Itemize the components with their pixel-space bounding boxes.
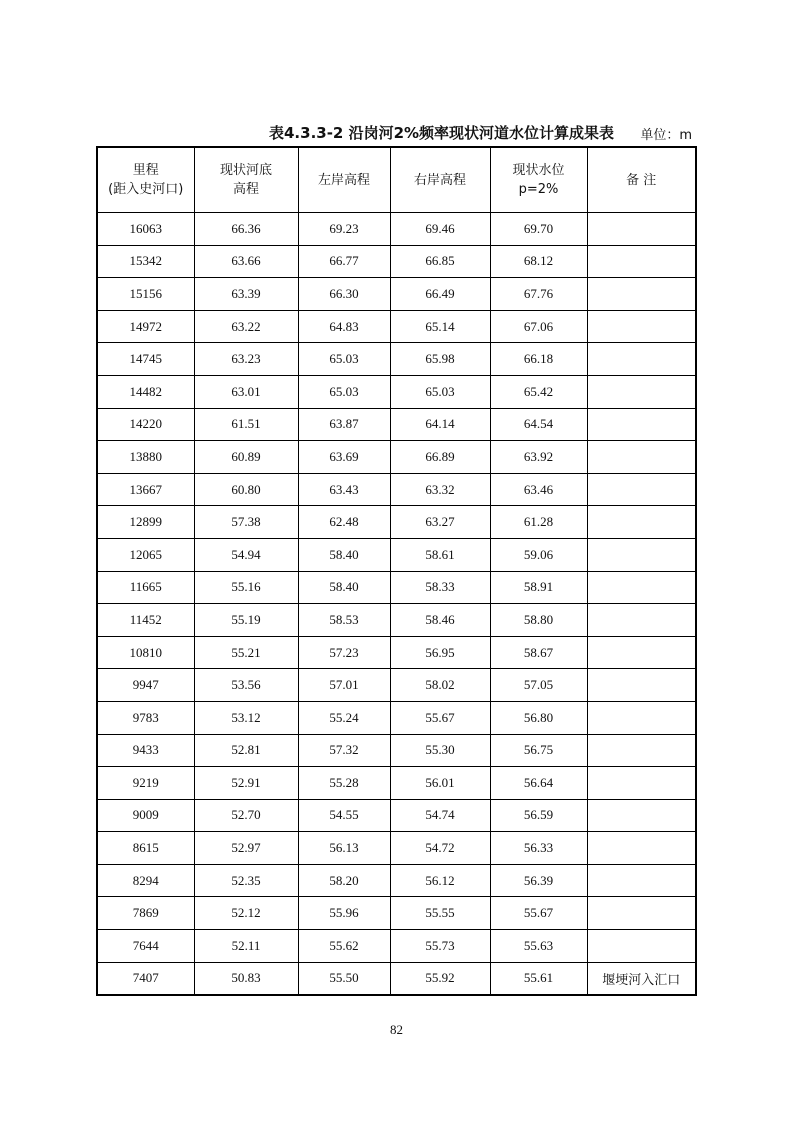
left-bank-cell: 58.20 — [298, 864, 390, 897]
left-bank-cell: 62.48 — [298, 506, 390, 539]
riverbed-cell: 63.01 — [194, 375, 298, 408]
right-bank-cell: 55.30 — [390, 734, 490, 767]
water-level-cell: 57.05 — [490, 669, 587, 702]
water-level-cell: 55.61 — [490, 962, 587, 995]
table-row — [97, 506, 696, 539]
water-level-cell: 67.06 — [490, 310, 587, 343]
left-bank-cell: 65.03 — [298, 375, 390, 408]
remarks-cell — [587, 832, 696, 865]
header-water-level-line2: p=2% — [518, 182, 559, 197]
mileage-cell: 8615 — [97, 832, 194, 865]
riverbed-cell: 63.22 — [194, 310, 298, 343]
riverbed-cell: 55.19 — [194, 604, 298, 637]
table-row — [97, 864, 696, 897]
table-caption — [96, 122, 694, 144]
remarks-cell — [587, 799, 696, 832]
header-left-bank-line1: 左岸高程 — [317, 172, 370, 188]
right-bank-cell: 64.14 — [390, 408, 490, 441]
riverbed-cell: 52.35 — [194, 864, 298, 897]
right-bank-cell: 58.02 — [390, 669, 490, 702]
table-row — [97, 832, 696, 865]
water-level-cell: 67.76 — [490, 278, 587, 311]
table-row — [97, 701, 696, 734]
remarks-cell: 堰埂河入汇口 — [587, 962, 696, 995]
header-left-bank — [298, 147, 390, 213]
riverbed-cell: 55.21 — [194, 636, 298, 669]
mileage-cell: 15156 — [97, 278, 194, 311]
mileage-cell: 14745 — [97, 343, 194, 376]
water-level-cell: 55.67 — [490, 897, 587, 930]
riverbed-cell: 52.11 — [194, 930, 298, 963]
water-level-cell: 66.18 — [490, 343, 587, 376]
water-level-cell: 56.33 — [490, 832, 587, 865]
remarks-cell — [587, 441, 696, 474]
left-bank-cell: 66.77 — [298, 245, 390, 278]
right-bank-cell: 58.46 — [390, 604, 490, 637]
mileage-cell: 7407 — [97, 962, 194, 995]
header-right-bank-line1: 右岸高程 — [413, 172, 466, 188]
header-riverbed-line2: 高程 — [232, 182, 259, 197]
riverbed-cell: 54.94 — [194, 538, 298, 571]
water-level-cell: 56.39 — [490, 864, 587, 897]
mileage-cell: 12065 — [97, 538, 194, 571]
remarks-cell — [587, 408, 696, 441]
left-bank-cell: 56.13 — [298, 832, 390, 865]
left-bank-cell: 55.50 — [298, 962, 390, 995]
table-row — [97, 245, 696, 278]
mileage-cell: 16063 — [97, 213, 194, 246]
riverbed-cell: 61.51 — [194, 408, 298, 441]
left-bank-cell: 57.01 — [298, 669, 390, 702]
mileage-cell: 9009 — [97, 799, 194, 832]
table-row — [97, 441, 696, 474]
remarks-cell — [587, 213, 696, 246]
table-row — [97, 636, 696, 669]
mileage-cell: 7869 — [97, 897, 194, 930]
header-mileage — [97, 147, 194, 213]
riverbed-cell: 52.70 — [194, 799, 298, 832]
remarks-cell — [587, 604, 696, 637]
water-level-cell: 56.64 — [490, 767, 587, 800]
table-row — [97, 799, 696, 832]
right-bank-cell: 55.92 — [390, 962, 490, 995]
right-bank-cell: 55.55 — [390, 897, 490, 930]
remarks-cell — [587, 767, 696, 800]
table-body — [97, 213, 696, 996]
riverbed-cell: 63.39 — [194, 278, 298, 311]
right-bank-cell: 65.14 — [390, 310, 490, 343]
water-level-cell: 65.42 — [490, 375, 587, 408]
left-bank-cell: 54.55 — [298, 799, 390, 832]
water-level-cell: 69.70 — [490, 213, 587, 246]
water-level-cell: 56.80 — [490, 701, 587, 734]
mileage-cell: 14972 — [97, 310, 194, 343]
unit-label: 单位：m — [640, 128, 692, 143]
mileage-cell: 9219 — [97, 767, 194, 800]
header-water-level — [490, 147, 587, 213]
right-bank-cell: 54.72 — [390, 832, 490, 865]
remarks-cell — [587, 930, 696, 963]
mileage-cell: 9947 — [97, 669, 194, 702]
table-row — [97, 897, 696, 930]
table-title: 表4.3.3-2 沿岗河2%频率现状河道水位计算成果表 — [269, 124, 615, 142]
riverbed-cell: 53.12 — [194, 701, 298, 734]
table-row — [97, 213, 696, 246]
mileage-cell: 9783 — [97, 701, 194, 734]
water-level-cell: 58.91 — [490, 571, 587, 604]
mileage-cell: 10810 — [97, 636, 194, 669]
water-level-cell: 61.28 — [490, 506, 587, 539]
right-bank-cell: 65.98 — [390, 343, 490, 376]
remarks-cell — [587, 473, 696, 506]
water-level-cell: 56.59 — [490, 799, 587, 832]
riverbed-cell: 60.89 — [194, 441, 298, 474]
header-water-level-line1: 现状水位 — [512, 163, 565, 178]
left-bank-cell: 58.40 — [298, 538, 390, 571]
water-level-cell: 56.75 — [490, 734, 587, 767]
table-row — [97, 767, 696, 800]
riverbed-cell: 63.23 — [194, 343, 298, 376]
table-row — [97, 734, 696, 767]
left-bank-cell: 66.30 — [298, 278, 390, 311]
table-row — [97, 962, 696, 995]
water-level-cell: 58.67 — [490, 636, 587, 669]
left-bank-cell: 58.53 — [298, 604, 390, 637]
right-bank-cell: 66.85 — [390, 245, 490, 278]
right-bank-cell: 63.32 — [390, 473, 490, 506]
riverbed-cell: 52.97 — [194, 832, 298, 865]
mileage-cell: 9433 — [97, 734, 194, 767]
left-bank-cell: 63.43 — [298, 473, 390, 506]
header-right-bank — [390, 147, 490, 213]
remarks-cell — [587, 636, 696, 669]
mileage-cell: 11665 — [97, 571, 194, 604]
left-bank-cell: 63.69 — [298, 441, 390, 474]
right-bank-cell: 55.67 — [390, 701, 490, 734]
riverbed-cell: 63.66 — [194, 245, 298, 278]
table-row — [97, 375, 696, 408]
right-bank-cell: 69.46 — [390, 213, 490, 246]
remarks-cell — [587, 734, 696, 767]
riverbed-cell: 52.81 — [194, 734, 298, 767]
right-bank-cell: 63.27 — [390, 506, 490, 539]
right-bank-cell: 55.73 — [390, 930, 490, 963]
header-remarks-line1: 备 注 — [626, 172, 657, 188]
mileage-cell: 14482 — [97, 375, 194, 408]
page-number: 82 — [390, 1022, 403, 1037]
table-row — [97, 538, 696, 571]
left-bank-cell: 57.32 — [298, 734, 390, 767]
mileage-cell: 12899 — [97, 506, 194, 539]
water-level-table — [96, 146, 697, 996]
left-bank-cell: 64.83 — [298, 310, 390, 343]
mileage-cell: 8294 — [97, 864, 194, 897]
riverbed-cell: 55.16 — [194, 571, 298, 604]
mileage-cell: 7644 — [97, 930, 194, 963]
remarks-cell — [587, 343, 696, 376]
left-bank-cell: 69.23 — [298, 213, 390, 246]
water-level-cell: 63.46 — [490, 473, 587, 506]
water-level-cell: 63.92 — [490, 441, 587, 474]
riverbed-cell: 57.38 — [194, 506, 298, 539]
remarks-cell — [587, 701, 696, 734]
right-bank-cell: 56.01 — [390, 767, 490, 800]
header-mileage-line2: (距入史河口) — [108, 182, 184, 197]
riverbed-cell: 60.80 — [194, 473, 298, 506]
left-bank-cell: 55.24 — [298, 701, 390, 734]
remarks-cell — [587, 506, 696, 539]
water-level-cell: 64.54 — [490, 408, 587, 441]
table-row — [97, 473, 696, 506]
right-bank-cell: 54.74 — [390, 799, 490, 832]
table-row — [97, 310, 696, 343]
left-bank-cell: 63.87 — [298, 408, 390, 441]
remarks-cell — [587, 375, 696, 408]
mileage-cell: 11452 — [97, 604, 194, 637]
header-riverbed — [194, 147, 298, 213]
riverbed-cell: 50.83 — [194, 962, 298, 995]
right-bank-cell: 56.95 — [390, 636, 490, 669]
header-riverbed-line1: 现状河底 — [219, 163, 272, 178]
right-bank-cell: 56.12 — [390, 864, 490, 897]
right-bank-cell: 58.33 — [390, 571, 490, 604]
left-bank-cell: 65.03 — [298, 343, 390, 376]
header-row — [97, 147, 696, 213]
mileage-cell: 13667 — [97, 473, 194, 506]
riverbed-cell: 53.56 — [194, 669, 298, 702]
water-level-cell: 58.80 — [490, 604, 587, 637]
table-row — [97, 408, 696, 441]
left-bank-cell: 57.23 — [298, 636, 390, 669]
right-bank-cell: 65.03 — [390, 375, 490, 408]
water-level-cell: 55.63 — [490, 930, 587, 963]
right-bank-cell: 66.49 — [390, 278, 490, 311]
remarks-cell — [587, 864, 696, 897]
mileage-cell: 13880 — [97, 441, 194, 474]
mileage-cell: 15342 — [97, 245, 194, 278]
remarks-cell — [587, 669, 696, 702]
table-row — [97, 930, 696, 963]
remarks-cell — [587, 897, 696, 930]
header-remarks — [587, 147, 696, 213]
riverbed-cell: 52.91 — [194, 767, 298, 800]
table-row — [97, 669, 696, 702]
table-row — [97, 571, 696, 604]
remarks-cell — [587, 310, 696, 343]
right-bank-cell: 66.89 — [390, 441, 490, 474]
table-row — [97, 278, 696, 311]
water-level-cell: 68.12 — [490, 245, 587, 278]
left-bank-cell: 55.28 — [298, 767, 390, 800]
header-mileage-line1: 里程 — [132, 163, 159, 178]
table-row — [97, 604, 696, 637]
riverbed-cell: 66.36 — [194, 213, 298, 246]
remarks-cell — [587, 278, 696, 311]
left-bank-cell: 58.40 — [298, 571, 390, 604]
riverbed-cell: 52.12 — [194, 897, 298, 930]
left-bank-cell: 55.96 — [298, 897, 390, 930]
remarks-cell — [587, 245, 696, 278]
table-row — [97, 343, 696, 376]
remarks-cell — [587, 538, 696, 571]
mileage-cell: 14220 — [97, 408, 194, 441]
right-bank-cell: 58.61 — [390, 538, 490, 571]
water-level-cell: 59.06 — [490, 538, 587, 571]
left-bank-cell: 55.62 — [298, 930, 390, 963]
remarks-cell — [587, 571, 696, 604]
